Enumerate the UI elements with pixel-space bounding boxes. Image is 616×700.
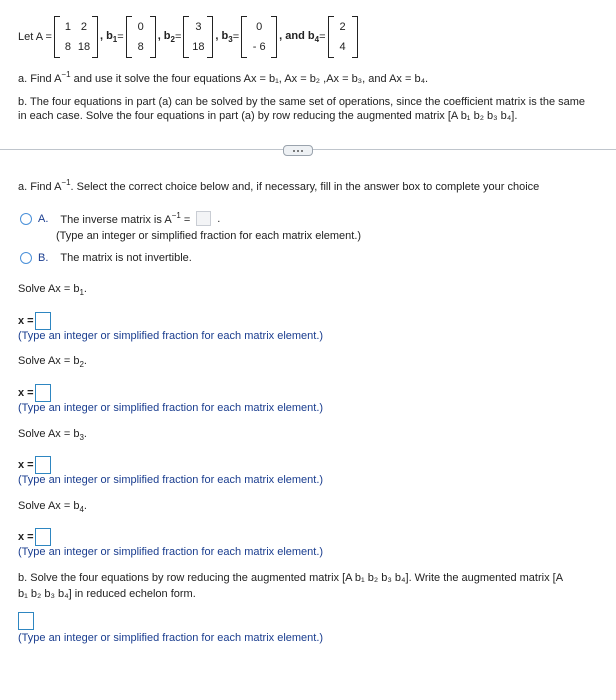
solve-b1-answer: x = — [18, 312, 51, 330]
part-b-answer — [18, 612, 34, 630]
solve-b3-answer: x = — [18, 456, 51, 474]
inverse-matrix-answer-box[interactable] — [196, 211, 211, 226]
part-b-prompt-line1: b. Solve the four equations by row reducing the augmented matrix [A b₁ b₂ b₃ b₄]. Write the augmented matrix [A — [18, 572, 564, 584]
solve-b2-answer: x = — [18, 384, 51, 402]
vector-b2: 3 18 — [183, 16, 213, 58]
choice-a-hint: (Type an integer or simplified fraction for each matrix element.) — [56, 230, 362, 242]
matrix-A-cell: 2 — [80, 21, 88, 33]
choice-a-letter: A. — [38, 212, 49, 225]
matrix-A-cell: 8 — [64, 41, 72, 53]
b2-label: , $b_2$ — [157, 30, 175, 44]
choice-a[interactable]: A. The inverse matrix is $A^{-1}$ = . — [20, 211, 220, 226]
solve-b2-label: Solve $Ax = b_2$. — [18, 355, 87, 369]
problem-part-a: a. Find $A^{-1}$ and use it solve the four equations Ax = b₁, Ax = b₂ ,Ax = b₃, and Ax = b₄. — [18, 70, 429, 85]
solve-b1-label: Solve $Ax = b_1$. — [18, 283, 87, 297]
radio-choice-a[interactable] — [20, 213, 32, 225]
solve-b4-answer: x = — [18, 528, 51, 546]
b4-label: , and $b_4$ — [279, 30, 320, 44]
choice-b-text: The matrix is not invertible. — [60, 252, 192, 264]
problem-part-b-line1: b. The four equations in part (a) can be solved by the same set of operations, since the coefficient matrix is the same — [18, 96, 586, 108]
x3-answer-box[interactable] — [35, 456, 51, 474]
solve-b2-hint: (Type an integer or simplified fraction for each matrix element.) — [18, 402, 324, 414]
part-b-prompt-line2: b₁ b₂ b₃ b₄] in reduced echelon form. — [18, 588, 196, 600]
solve-b3-hint: (Type an integer or simplified fraction for each matrix element.) — [18, 474, 324, 486]
solve-b4-label: Solve $Ax = b_4$. — [18, 500, 87, 514]
solve-b4-hint: (Type an integer or simplified fraction for each matrix element.) — [18, 546, 324, 558]
expand-more-button[interactable] — [283, 145, 313, 156]
vector-b4: 2 4 — [328, 16, 358, 58]
choice-a-text: The inverse matrix is $A^{-1}$ = — [60, 211, 191, 226]
problem-matrices: Let A = 1 2 8 18 , $b_1$ = 0 8 , $b_2$ = 3 18 , $b_3$ = 0 - 6 , and $b_4$ = 2 4 — [18, 16, 360, 58]
choice-b-letter: B. — [38, 252, 49, 264]
matrix-A-cell: 1 — [64, 21, 72, 33]
solve-b3-label: Solve $Ax = b_3$. — [18, 428, 87, 442]
b3-label: , $b_3$ — [215, 30, 233, 44]
choice-b[interactable] — [20, 252, 192, 264]
matrix-A — [54, 16, 98, 58]
reduced-echelon-answer-box[interactable] — [18, 612, 34, 630]
answer-prompt: a. Find $A^{-1}$. Select the correct choice below and, if necessary, fill in the answer box to complete your choice — [18, 178, 540, 193]
problem-part-b-line2: in each case. Solve the four equations in part (a) by row reducing the augmented matrix [A b₁ b₂ b₃ b₄]. — [18, 110, 518, 122]
b1-label: , $b_1$ — [99, 30, 118, 44]
let-label: Let A = — [18, 31, 52, 43]
x2-answer-box[interactable] — [35, 384, 51, 402]
solve-b1-hint: (Type an integer or simplified fraction for each matrix element.) — [18, 330, 324, 342]
x1-answer-box[interactable] — [35, 312, 51, 330]
part-b-hint: (Type an integer or simplified fraction for each matrix element.) — [18, 632, 324, 644]
radio-choice-b[interactable] — [20, 252, 32, 264]
vector-b3: 0 - 6 — [241, 16, 277, 58]
ellipsis-icon — [293, 150, 295, 152]
vector-b1: 0 8 — [126, 16, 156, 58]
x4-answer-box[interactable] — [35, 528, 51, 546]
matrix-A-cell: 18 — [77, 41, 91, 53]
